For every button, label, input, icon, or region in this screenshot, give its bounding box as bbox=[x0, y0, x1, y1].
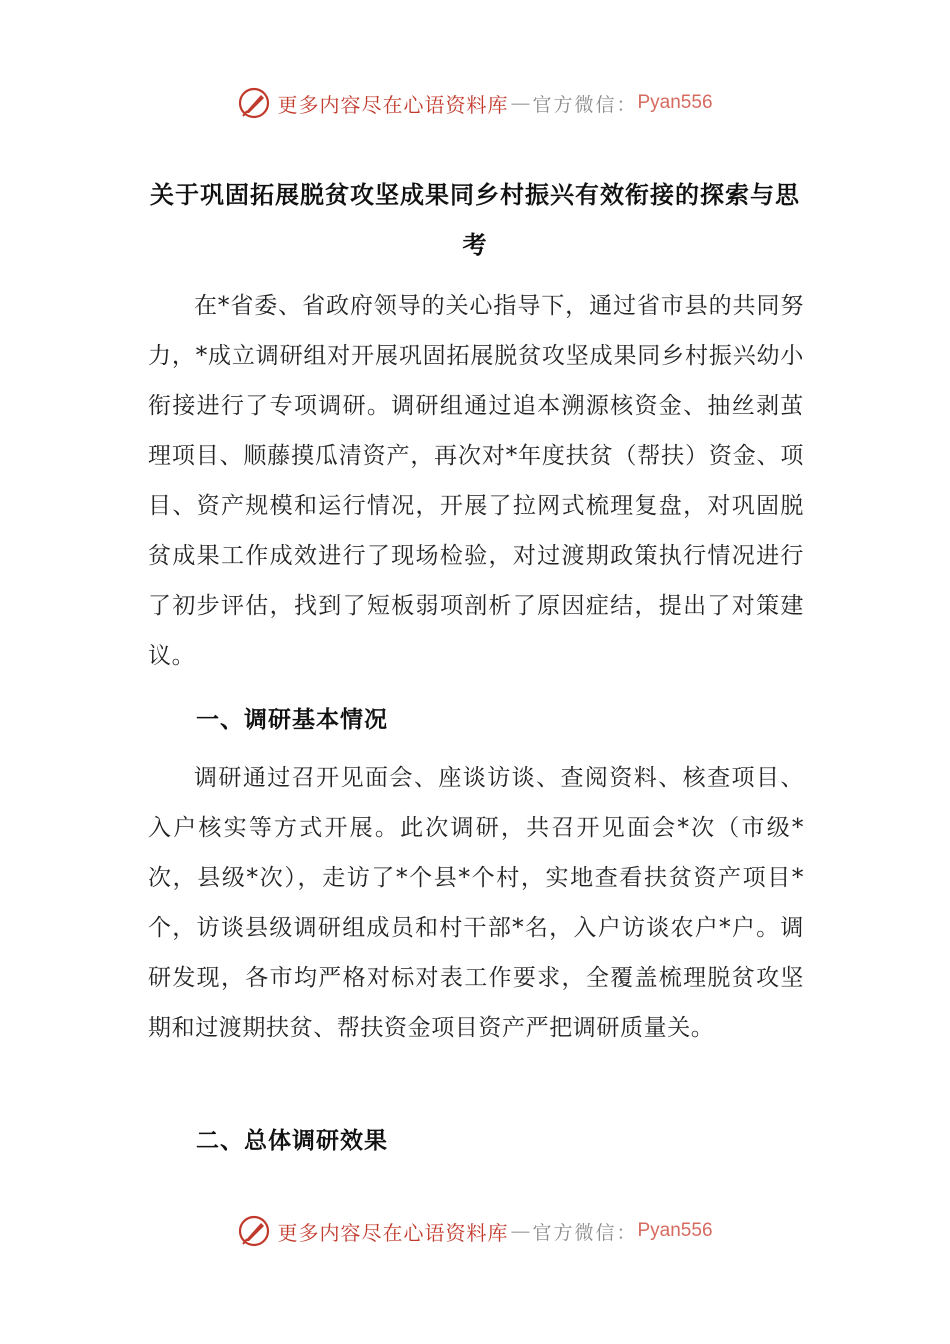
intro-paragraph: 在*省委、省政府领导的关心指导下，通过省市县的共同努力，*成立调研组对开展巩固拓展脱贫攻坚成果同乡村振兴幼小衔接进行了专项调研。调研组通过追本溯源核资金、抽丝剥茧理项目、顺藤摸瓜清资产，再次对*年度扶贫（帮扶）资金、项目、资产规模和运行情况，开展了拉网式梳理复盘，对巩固脱贫成果工作成效进行了现场检验，对过渡期政策执行情况进行了初步评估，找到了短板弱项剖析了原因症结，提出了对策建议。 bbox=[148, 293, 804, 669]
quill-logo-icon bbox=[237, 86, 271, 120]
watermark-separator: — bbox=[510, 1219, 531, 1243]
watermark-site-text: 更多内容尽在心语资料库 bbox=[277, 1220, 509, 1245]
section-1-paragraph: 调研通过召开见面会、座谈访谈、查阅资料、核查项目、入户核实等方式开展。此次调研，共召开见面会*次（市级*次，县级*次），走访了*个县*个村，实地查看扶贫资产项目*个，访谈县级调研组成员和村干部*名，入户访谈农户*户。调研发现，各市均严格对标对表工作要求，全覆盖梳理脱贫攻坚期和过渡期扶贫、帮扶资金项目资产严把调研质量关。 bbox=[148, 765, 804, 1041]
watermark-site-text: 更多内容尽在心语资料库 bbox=[277, 92, 509, 117]
section-1-heading: 一、调研基本情况 bbox=[196, 707, 388, 733]
watermark-separator: — bbox=[510, 91, 531, 115]
watermark-wechat-label: 官方微信： bbox=[532, 93, 638, 116]
quill-logo-icon bbox=[237, 1214, 271, 1248]
section-2-heading: 二、总体调研效果 bbox=[196, 1128, 388, 1154]
watermark-wechat-label: 官方微信： bbox=[532, 1221, 638, 1244]
document-title: 关于巩固拓展脱贫攻坚成果同乡村振兴有效衔接的探索与思考 bbox=[150, 181, 800, 259]
watermark-banner-top bbox=[0, 83, 950, 123]
watermark-wechat-id: Pyan556 bbox=[637, 1220, 713, 1241]
watermark-banner-bottom bbox=[0, 1211, 950, 1251]
watermark-wechat-id: Pyan556 bbox=[637, 92, 713, 113]
